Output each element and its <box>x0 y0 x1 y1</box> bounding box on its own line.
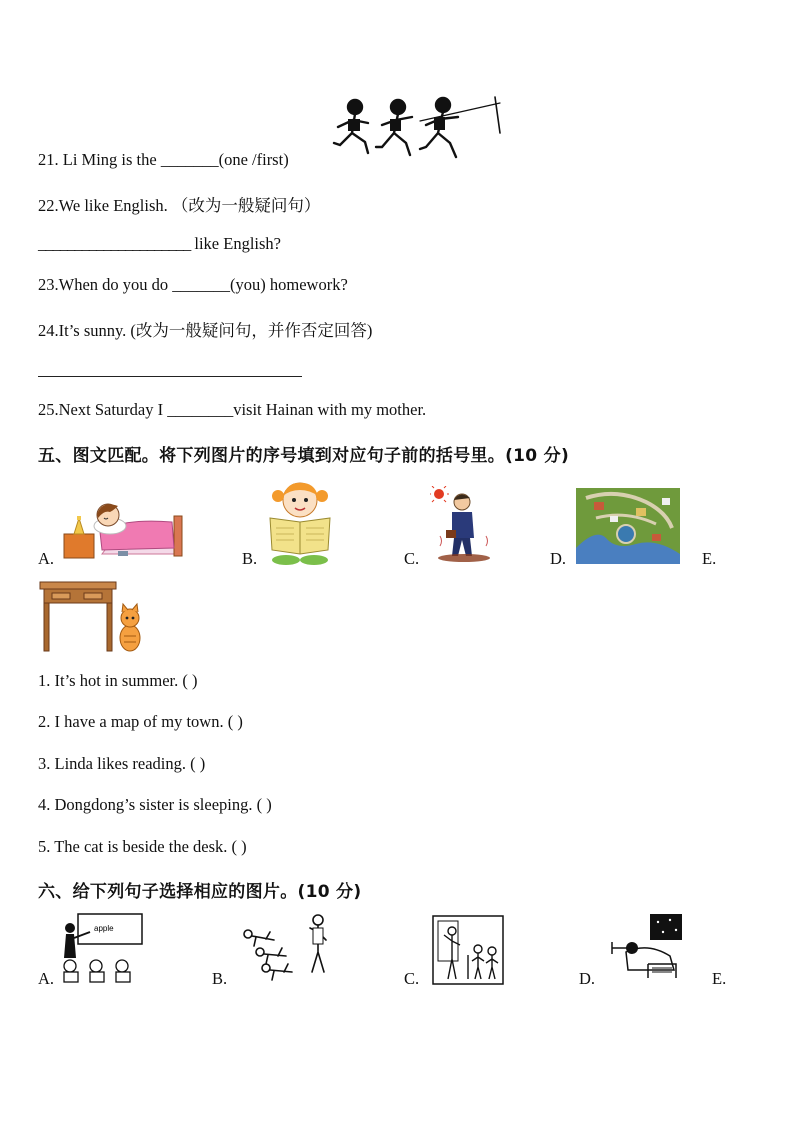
town-map-picture <box>576 488 680 564</box>
answer-tail: like English? <box>194 234 281 253</box>
board-word: apple <box>94 924 114 933</box>
exercise-picture <box>240 912 332 984</box>
section-5-heading: 五、图文匹配。将下列图片的序号填到对应句子前的括号里。(10 分) <box>38 446 570 466</box>
question-22: 22.We like English. （改为一般疑问句） <box>38 196 321 215</box>
section5-option-b: B. <box>242 549 258 568</box>
matching-sentence-2: 2. I have a map of my town. ( ) <box>38 712 243 731</box>
reading-girl-picture <box>266 478 334 566</box>
matching-sentence-3: 3. Linda likes reading. ( ) <box>38 754 206 773</box>
section6-option-b: B. <box>212 969 228 988</box>
section6-option-c: C. <box>404 969 420 988</box>
running-race-picture <box>330 95 505 163</box>
question-23: 23.When do you do _______(you) homework? <box>38 275 348 294</box>
section6-option-a: A. <box>38 969 55 988</box>
section-6-heading: 六、给下列句子选择相应的图片。(10 分) <box>38 882 362 902</box>
night-sleep-picture <box>608 912 686 982</box>
matching-sentence-4: 4. Dongdong’s sister is sleeping. ( ) <box>38 795 272 814</box>
family-door-picture <box>432 915 504 985</box>
sleeping-girl-picture <box>62 488 186 564</box>
section5-option-e: E. <box>702 549 717 568</box>
section6-option-d: D. <box>579 969 596 988</box>
section5-option-d: D. <box>550 549 567 568</box>
teacher-board-picture <box>60 912 144 984</box>
question-22-answer-line <box>38 234 281 254</box>
matching-sentence-5: 5. The cat is beside the desk. ( ) <box>38 837 247 856</box>
question-24: 24.It’s sunny. (改为一般疑问句，并作否定回答) <box>38 321 373 340</box>
question-25: 25.Next Saturday I ________visit Hainan with my mother. <box>38 400 427 419</box>
section5-option-a: A. <box>38 549 55 568</box>
question-21: 21. Li Ming is the _______(one /first) <box>38 150 289 169</box>
answer-blank[interactable]: _____________________ <box>38 234 191 253</box>
hot-man-picture <box>430 486 498 564</box>
section6-option-e: E. <box>712 969 727 988</box>
cat-beside-desk-picture <box>38 580 144 654</box>
question-24-answer-line[interactable] <box>38 376 302 377</box>
section5-option-c: C. <box>404 549 420 568</box>
matching-sentence-1: 1. It’s hot in summer. ( ) <box>38 671 198 690</box>
